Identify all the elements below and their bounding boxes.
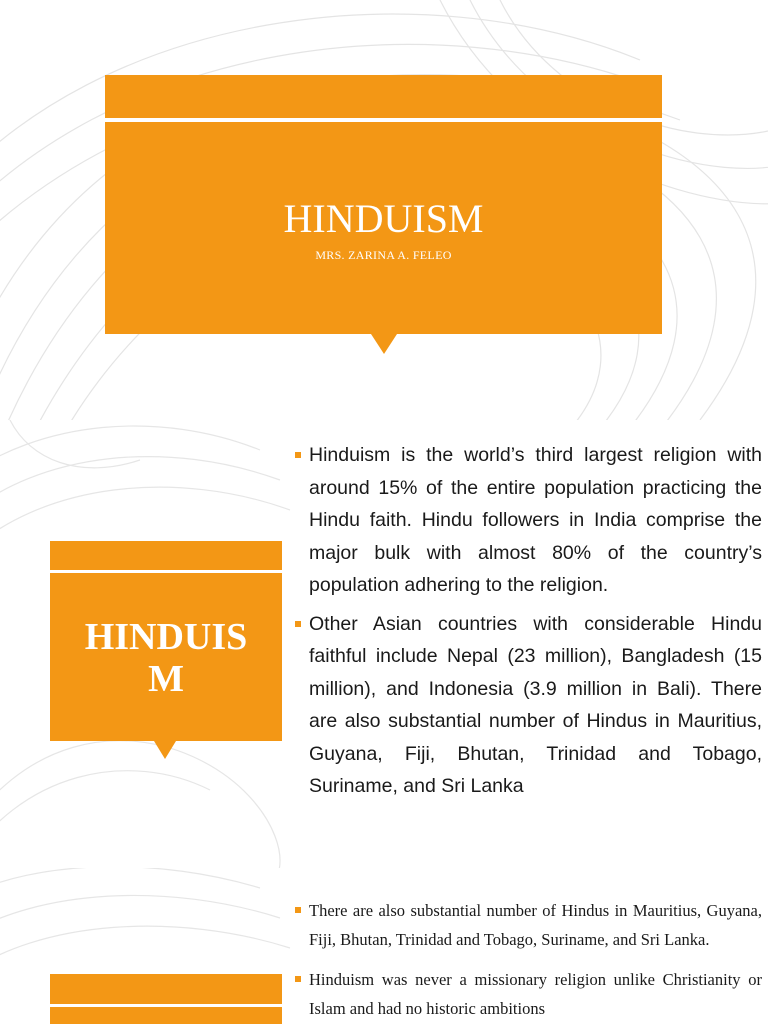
title-slide xyxy=(0,0,768,420)
list-item: Other Asian countries with considerable Hindu faithful include Nepal (23 million), Bangladesh (15 million), and Indonesia (3.9 million in Bali). There are also substantial number of Hindus in Mauritius, Guyana, Fiji, Bhutan, Trinidad and Tobago, Suriname, and Sri Lanka xyxy=(295,608,762,803)
list-item: Hinduism was never a missionary religion unlike Christianity or Islam and had no historic ambitions xyxy=(295,965,762,1023)
section-title-divider xyxy=(50,570,282,573)
list-item: Hinduism is the world’s third largest religion with around 15% of the entire population practicing the Hindu faith. Hindu followers in India comprise the major bulk with almost 80% of the country’s population adhering to the religion. xyxy=(295,439,762,602)
section-title-box xyxy=(50,974,282,1024)
square-bullet-icon xyxy=(295,452,301,458)
title-box-pointer xyxy=(371,334,397,354)
list-item: There are also substantial number of Hindus in Mauritius, Guyana, Fiji, Bhutan, Trinidad and Tobago, Suriname, and Sri Lanka. xyxy=(295,896,762,954)
content-slide-1 xyxy=(0,420,768,868)
slide-title: HINDUISM xyxy=(283,196,484,241)
section-title: HINDUIS M xyxy=(84,616,248,700)
square-bullet-icon xyxy=(295,907,301,913)
bullet-list xyxy=(295,439,762,809)
square-bullet-icon xyxy=(295,621,301,627)
section-title-divider xyxy=(50,1004,282,1007)
square-bullet-icon xyxy=(295,976,301,982)
section-title-pointer xyxy=(154,741,176,759)
content-slide-2 xyxy=(0,868,768,1024)
title-box-divider xyxy=(105,118,662,122)
bullet-list xyxy=(295,896,762,1024)
slide-subtitle: MRS. ZARINA A. FELEO xyxy=(315,248,452,262)
